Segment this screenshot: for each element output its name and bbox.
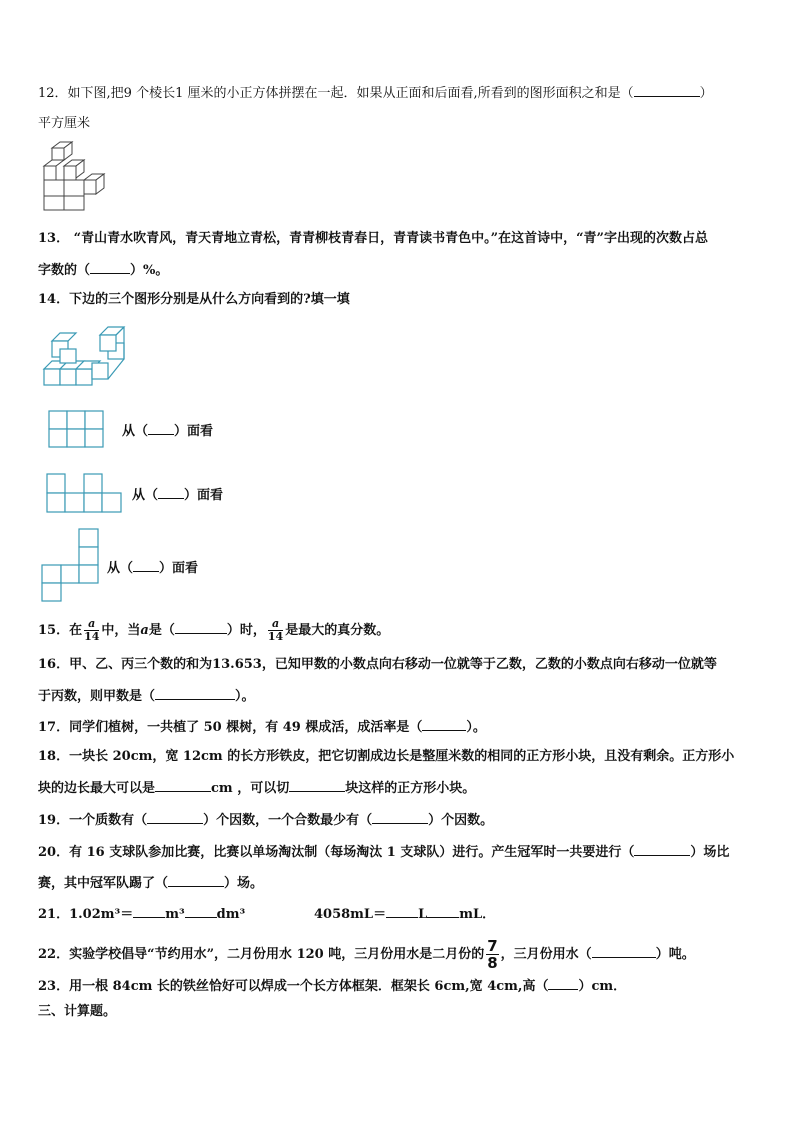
q14-text: 14．下边的三个图形分别是从什么方向看到的?填一填 — [38, 292, 350, 307]
q21-blank-2[interactable] — [185, 905, 217, 918]
q12-cube-stack-figure — [40, 140, 116, 212]
q19-blank-2[interactable] — [372, 811, 428, 824]
q13-answer-blank[interactable] — [90, 261, 130, 274]
q19-line: 19．一个质数有（ ）个因数，一个合数最少有（ ）个因数。 — [38, 813, 494, 828]
q14-view3-figure — [41, 528, 101, 602]
q21-blank-1[interactable] — [133, 905, 165, 918]
q16-line1: 16．甲、乙、丙三个数的和为13.653，已知甲数的小数点向右移动一位就等于乙数，乙数的小数点向右移动一位就等 — [38, 657, 717, 672]
q15-fraction-2: $\frac{a}{14}$ — [267, 617, 284, 643]
q15-line: 15．在 $\frac{a}{14}$ 中，当a是（ ）时， $\frac{a}{14}$ 是最大的真分数。 — [38, 617, 390, 643]
q14-cube-figure — [40, 325, 126, 387]
q17-answer-blank[interactable] — [422, 718, 466, 731]
q14-view3-blank[interactable] — [133, 559, 159, 572]
q16-line2: 于丙数，则甲数是（ ）。 — [38, 689, 255, 704]
q23-line: 23．用一根 84cm 长的铁丝恰好可以焊成一个长方体框架．框架长 6cm,宽 4cm,高（ ）cm． — [38, 979, 627, 994]
q20-blank-2[interactable] — [168, 874, 224, 887]
q12-line2: 平方厘米 — [38, 116, 91, 131]
q18-blank-1[interactable] — [155, 779, 211, 792]
q16-answer-blank[interactable] — [155, 687, 235, 700]
q12-line1: 12．如下图,把9 个棱长1 厘米的小正方体拼摆在一起．如果从正面和后面看,所看到的图形面积之和是（ ） — [38, 86, 713, 101]
q14-view2-figure — [46, 473, 124, 513]
q22-line: 22．实验学校倡导“节约用水”，二月份用水 120 吨，三月份用水是二月份的 $\frac{7}{8}$ ，三月份用水（ ）吨。 — [38, 937, 695, 972]
q22-fraction: $\frac{7}{8}$ — [487, 937, 498, 972]
q21-blank-3[interactable] — [386, 905, 418, 918]
q22-answer-blank[interactable] — [592, 945, 656, 958]
q21-line-a: 21．1.02m³＝ m³ dm³ — [38, 907, 246, 922]
q21-line-b: 4058mL＝ L mL． — [314, 907, 496, 922]
section-3-heading: 三、计算题。 — [38, 1004, 117, 1019]
q13-line1: 13． “青山青水吹青风，青天青地立青松，青青柳枝青春日，青青读书青色中。”在这首诗中，“青”字出现的次数占总 — [38, 231, 709, 246]
q21-blank-4[interactable] — [427, 905, 459, 918]
q18-line2: 块的边长最大可以是 cm ，可以切 块这样的正方形小块。 — [38, 781, 476, 796]
q14-view2-label: 从（ ）面看 — [132, 488, 224, 503]
q20-line2: 赛，其中冠军队踢了（ ）场。 — [38, 876, 264, 891]
q20-line1: 20．有 16 支球队参加比赛，比赛以单场淘汰制（每场淘汰 1 支球队）进行。产生冠军时一共要进行（ ）场比 — [38, 845, 730, 860]
q15-fraction-1: $\frac{a}{14}$ — [84, 617, 100, 643]
q19-blank-1[interactable] — [147, 811, 203, 824]
q14-view1-label: 从（ ）面看 — [122, 424, 214, 439]
q13-line2: 字数的（ ）%。 — [38, 263, 169, 278]
q18-line1: 18．一块长 20cm，宽 12cm 的长方形铁皮，把它切割成边长是整厘米数的相同的正方形小块，且没有剩余。正方形小 — [38, 749, 735, 764]
q23-answer-blank[interactable] — [548, 977, 578, 990]
q14-view3-label: 从（ ）面看 — [107, 561, 199, 576]
q14-view1-figure — [48, 410, 106, 448]
q18-blank-2[interactable] — [289, 779, 345, 792]
q14-view1-blank[interactable] — [148, 422, 174, 435]
q14-view2-blank[interactable] — [158, 486, 184, 499]
q17-line: 17．同学们植树，一共植了 50 棵树，有 49 棵成活，成活率是（ ）。 — [38, 720, 486, 735]
q20-blank-1[interactable] — [634, 843, 690, 856]
q12-answer-blank[interactable] — [634, 84, 700, 97]
q15-answer-blank[interactable] — [175, 621, 227, 634]
